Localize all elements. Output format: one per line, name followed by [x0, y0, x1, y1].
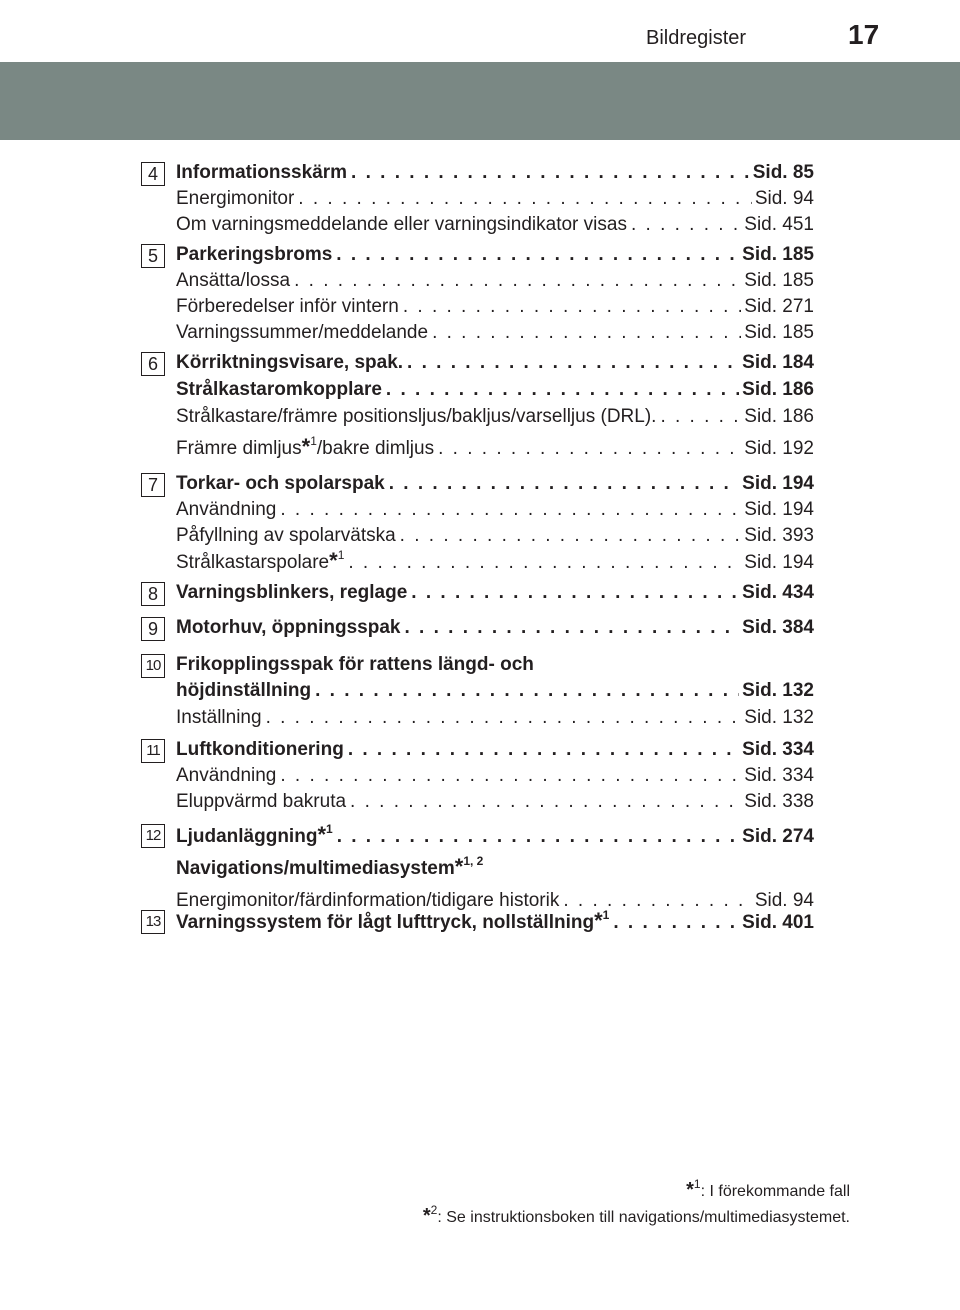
footnote-2-text: : Se instruktionsboken till navigations/multimediasystemet.: [437, 1209, 850, 1226]
index-subentry: [176, 186, 814, 212]
leader-dots: [336, 242, 739, 268]
leader-dots: [350, 789, 741, 815]
entry-text: Ansätta/lossa: [176, 270, 291, 291]
index-subentry: [176, 294, 814, 320]
leader-dots: [438, 436, 741, 462]
leader-dots: [280, 763, 741, 789]
index-subentry: [176, 705, 814, 731]
index-subentry: [176, 268, 814, 294]
entry-text: Ljudanläggning*$^1$: [176, 821, 333, 847]
entry-text: Parkeringsbroms: [176, 244, 333, 265]
index-subentry: [176, 434, 814, 462]
entry-text: Inställning: [176, 707, 262, 728]
page-reference: Sid. 185: [744, 270, 814, 291]
footnote-ref: 1: [326, 821, 333, 836]
page-reference: Sid. 186: [744, 406, 814, 427]
index-subentry: [176, 523, 814, 549]
entry-text: Varningssystem för lågt lufttryck, nollställning*$^1$: [176, 907, 610, 933]
index-subentry: [176, 497, 814, 523]
page-reference: Sid. 132: [744, 707, 814, 728]
page-reference: Sid. 271: [744, 296, 814, 317]
entry-text: Strålkastare/främre positionsljus/bakljus/varselljus (DRL).: [176, 406, 657, 427]
page-reference: Sid. 184: [742, 352, 814, 373]
index-subentry: [176, 404, 814, 430]
entry-text: Energimonitor/färdinformation/tidigare historik: [176, 890, 560, 911]
item-marker: 12: [141, 824, 165, 848]
index-heading: [176, 242, 814, 268]
page-reference: Sid. 192: [744, 438, 814, 459]
leader-dots: [613, 910, 739, 936]
footnote-1-text: : I förekommande fall: [700, 1183, 850, 1200]
index-heading: [176, 160, 814, 186]
footnote-ref: 1: [602, 907, 610, 922]
item-marker: 8: [141, 582, 165, 606]
entry-text: Körriktningsvisare, spak.: [176, 352, 404, 373]
entry-text: Torkar- och spolarspak: [176, 473, 385, 494]
leader-dots: [411, 580, 739, 606]
item-marker: 10: [141, 654, 165, 678]
footnotes: [423, 1178, 850, 1230]
page-reference: Sid. 434: [742, 582, 814, 603]
footnote-ref: 1: [310, 433, 317, 448]
index-heading: [176, 652, 814, 678]
index-heading: [176, 908, 814, 936]
entry-text: Förberedelser inför vintern: [176, 296, 399, 317]
leader-dots: [404, 615, 739, 641]
leader-dots: [403, 294, 741, 320]
page-reference: Sid. 384: [742, 617, 814, 638]
index-subentry: [176, 763, 814, 789]
footnote-ref: 1: [337, 547, 345, 562]
page-reference: Sid. 338: [744, 791, 814, 812]
page-reference: Sid. 334: [744, 765, 814, 786]
item-marker: 5: [141, 244, 165, 268]
footnote-2-mark: 2: [430, 1202, 438, 1217]
entry-text: Navigations/multimediasystem*$^{1, 2}$: [176, 853, 484, 879]
leader-dots: [294, 268, 741, 294]
page-reference: Sid. 185: [742, 244, 814, 265]
entry-text: Varningsblinkers, reglage: [176, 582, 408, 603]
item-marker: 9: [141, 617, 165, 641]
section-title: Bildregister: [646, 27, 747, 49]
leader-dots: [315, 678, 739, 704]
leader-dots: [266, 705, 742, 731]
index-heading: [176, 737, 814, 763]
leader-dots: [351, 160, 750, 186]
leader-dots: [337, 824, 739, 850]
index-subentry: [176, 212, 814, 238]
index-heading: [176, 350, 814, 376]
index-heading: [176, 580, 814, 606]
item-marker: 13: [141, 910, 165, 934]
page-reference: Sid. 94: [754, 890, 814, 911]
leader-dots: [298, 186, 752, 212]
page-reference: Sid. 185: [744, 322, 814, 343]
entry-text: Varningssummer/meddelande: [176, 322, 429, 343]
page-reference: Sid. 94: [754, 188, 814, 209]
entry-text: Strålkastarspolare*$^1$: [176, 547, 345, 573]
index-heading: [176, 822, 814, 850]
page-reference: Sid. 274: [742, 826, 814, 847]
entry-text: Om varningsmeddelande eller varningsindikator visas: [176, 214, 627, 235]
leader-dots: [348, 737, 739, 763]
item-marker: 6: [141, 352, 165, 376]
entry-text: Frikopplingsspak för rattens längd- och: [176, 654, 534, 675]
page-reference: Sid. 334: [742, 739, 814, 760]
page-reference: Sid. 393: [744, 525, 814, 546]
index-heading: [176, 471, 814, 497]
entry-text: Användning: [176, 499, 277, 520]
entry-text: Strålkastaromkopplare: [176, 379, 382, 400]
index-heading: [176, 615, 814, 641]
page-reference: Sid. 194: [744, 499, 814, 520]
page-reference: Sid. 401: [742, 912, 814, 933]
footnote-ref: 1, 2: [463, 853, 484, 868]
leader-dots: [400, 523, 742, 549]
footnote-2: *$^2$: Se instruktionsboken till navigations/multimediasystemet.: [422, 1202, 850, 1227]
leader-dots: [660, 404, 741, 430]
item-marker: 11: [141, 739, 165, 763]
page-number: 17: [848, 19, 880, 50]
page-reference: Sid. 194: [744, 552, 814, 573]
leader-dots: [407, 350, 739, 376]
leader-dots: [389, 471, 739, 497]
page-reference: Sid. 194: [742, 473, 814, 494]
page-reference: Sid. 451: [744, 214, 814, 235]
entry-text: Luftkonditionering: [176, 739, 344, 760]
footnote-1: *$^1$: I förekommande fall: [686, 1176, 850, 1201]
entry-text: Eluppvärmd bakruta: [176, 791, 347, 812]
page-reference: Sid. 132: [742, 680, 814, 701]
entry-text: Användning: [176, 765, 277, 786]
page-reference: Sid. 85: [752, 162, 814, 183]
leader-dots: [432, 320, 741, 346]
leader-dots: [280, 497, 741, 523]
page-reference: Sid. 186: [742, 379, 814, 400]
entry-text: höjdinställning: [176, 680, 312, 701]
index-heading: [176, 377, 814, 403]
index-heading: [176, 854, 814, 882]
entry-text: Energimonitor: [176, 188, 295, 209]
index-subentry: [176, 789, 814, 815]
entry-text: Motorhuv, öppningsspak: [176, 617, 401, 638]
entry-text: Påfyllning av spolarvätska: [176, 525, 396, 546]
leader-dots: [386, 377, 739, 403]
index-subentry: [176, 320, 814, 346]
leader-dots: [631, 212, 741, 238]
item-marker: 4: [141, 162, 165, 186]
footnote-1-mark: 1: [693, 1176, 701, 1191]
index-heading: [176, 678, 814, 704]
leader-dots: [348, 550, 741, 576]
item-marker: 7: [141, 473, 165, 497]
entry-text: Främre dimljus*$^1$/bakre dimljus: [176, 433, 435, 459]
index-subentry: [176, 548, 814, 576]
entry-text: Informationsskärm: [176, 162, 348, 183]
